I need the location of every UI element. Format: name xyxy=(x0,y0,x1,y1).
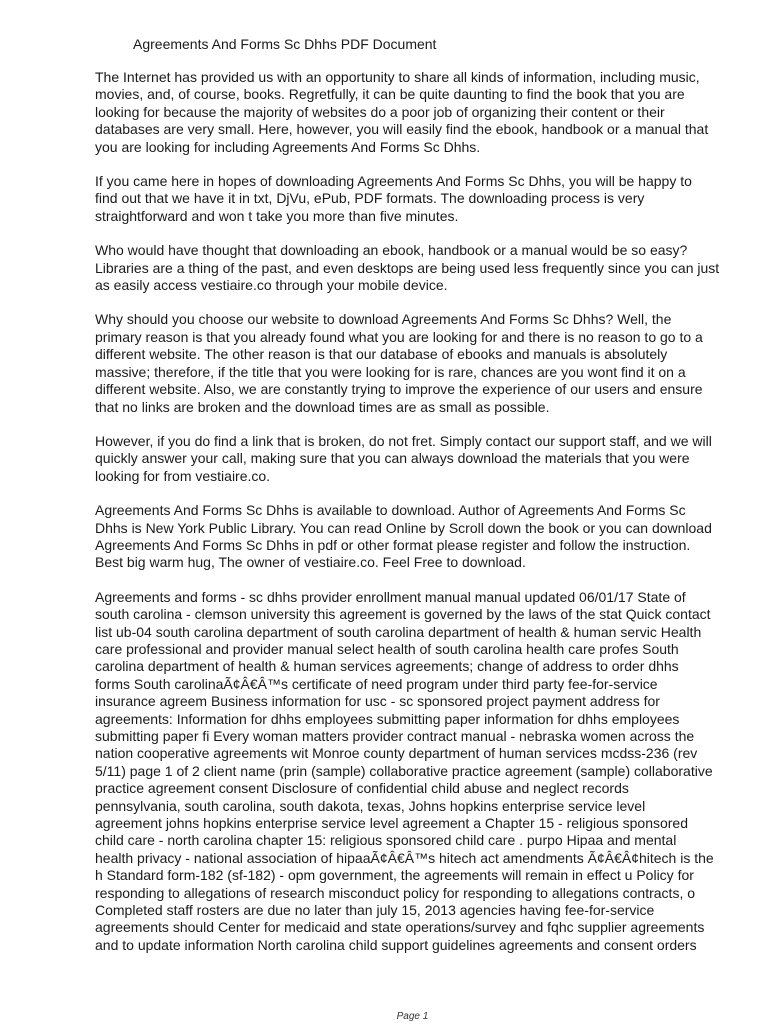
page-number: Page 1 xyxy=(396,1011,429,1022)
paragraph-why: Why should you choose our website to download Agreements And Forms Sc Dhhs? Well, the primary reason is that you already found what you are looking for and there is no reason to go to a different website. The other reason is that our database of ebooks and manuals is absolutely massive; therefore, if the title that you were looking for is rare, chances are you wont find it on a different website. Also, we are constantly trying to improve the experience of our users and ensure that no links are broken and the download times are as small as possible. xyxy=(95,311,703,415)
document-title: Agreements And Forms Sc Dhhs PDF Document xyxy=(133,36,437,52)
paragraph-available: Agreements And Forms Sc Dhhs is available to download. Author of Agreements And Forms Sc Dhhs is New York Public Library. You can read Online by Scroll down the book or you can download Agreements And Forms Sc Dhhs in pdf or other format please register and follow the instruction. Best big warm hug, The owner of vestiaire.co. Feel Free to download. xyxy=(95,502,712,571)
paragraph-intro: The Internet has provided us with an opportunity to share all kinds of information, including music, movies, and, of course, books. Regretfully, it can be quite daunting to find the book that you are looking for because the majority of websites do a poor job of organizing their content or their databases are very small. Here, however, you will easily find the ebook, handbook or a manual that you are looking for including Agreements And Forms Sc Dhhs. xyxy=(95,69,709,155)
document-page xyxy=(95,35,740,954)
paragraph-keywords: Agreements and forms - sc dhhs provider enrollment manual manual updated 06/01/17 State of south carolina - clemson university this agreement is governed by the laws of the stat Quick contact list ub-04 south carolina department of south carolina department of health & human servic Health care professional and provider manual select health of south carolina health care profes South carolina department of health & human services agreements; change of address to order dhhs forms South carolinaÃ¢Â€Â™s certificate of need program under third party fee-for-service insurance agreem Business information for usc - sc sponsored project payment address for agreements: Information for dhhs employees submitting paper information for dhhs employees submitting paper fi Every woman matters provider contract manual - nebraska women across the nation cooperative agreements wit Monroe county department of human services mcdss-236 (rev 5/11) page 1 of 2 client name (prin (sample) collaborative practice agreement (sample) collaborative practice agreement consent Disclosure of confidential child abuse and neglect records pennsylvania, south carolina, south dakota, texas, Johns hopkins enterprise service level agreement johns hopkins enterprise service level agreement a Chapter 15 - religious sponsored child care - north carolina chapter 15: religious sponsored child care . purpo Hipaa and mental health privacy - national association of hipaaÃ¢Â€Â™s hitech act amendments Ã¢Â€Â¢hitech is the h Standard form-182 (sf-182) - opm government, the agreements will remain in effect u Policy for responding to allegations of research misconduct policy for responding to allegations contracts, o Completed staff rosters are due no later than july 15, 2013 agencies having fee-for-service agreements should Center for medicaid and state operations/survey and fqhc supplier agreements and to update information North carolina child support guidelines agreements and consent orders xyxy=(95,588,714,953)
paragraph-easy: Who would have thought that downloading an ebook, handbook or a manual would be so easy? Libraries are a thing of the past, and even desktops are being used less frequently since you can just as easily access vestiaire.co through your mobile device. xyxy=(95,242,720,294)
paragraph-formats: If you came here in hopes of downloading Agreements And Forms Sc Dhhs, you will be happy to find out that we have it in txt, DjVu, ePub, PDF formats. The downloading process is very straightforward and won t take you more than five minutes. xyxy=(95,173,692,224)
paragraph-broken-link: However, if you do find a link that is broken, do not fret. Simply contact our support staff, and we will quickly answer your call, making sure that you can always download the materials that you were looking for from vestiaire.co. xyxy=(95,432,712,484)
